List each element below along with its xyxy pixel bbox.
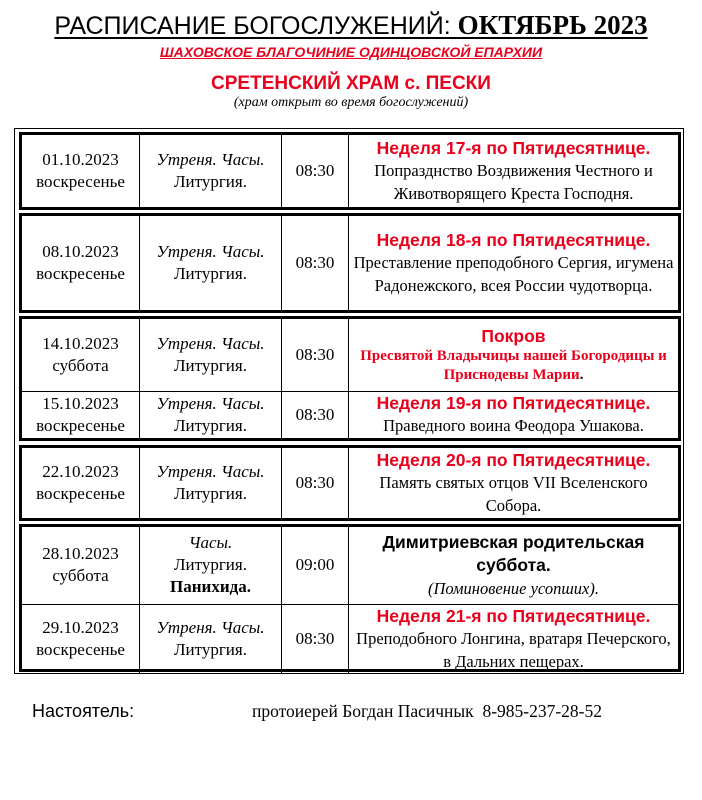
feast-cell (349, 448, 679, 518)
date: 08.10.2023 (42, 242, 119, 261)
service-line: Часы. (188, 533, 233, 553)
date-cell (22, 135, 140, 207)
time-cell: 08:30 (282, 604, 349, 673)
date: 29.10.2023 (42, 617, 119, 637)
service-line: Утреня. Часы. (156, 462, 265, 481)
schedule-header (0, 10, 702, 111)
date-cell (22, 448, 140, 518)
feast-text: Преподобного Лонгина, вратаря Печерского, в Дальних пещерах. (356, 628, 671, 671)
service-cell (140, 604, 282, 673)
table-row (22, 216, 678, 310)
rector-name: протоиерей Богдан Пасичнык (252, 701, 474, 721)
feast-title: Неделя 18-я по Пятидесятнице. (376, 230, 651, 250)
service-line: Утреня. Часы. (156, 150, 265, 169)
page-title (0, 10, 702, 41)
date: 28.10.2023 (42, 544, 119, 564)
church-note: (храм открыт во время богослужений) (233, 95, 469, 110)
table-row (22, 391, 678, 438)
service-line: Литургия. (174, 555, 247, 575)
table-row (22, 448, 678, 518)
feast-text: Преставление преподобного Сергия, игумена Радонежского, всея России чудотворца. (353, 253, 674, 295)
service-cell (140, 135, 282, 207)
feast-cell (349, 527, 679, 604)
table-row (22, 319, 678, 391)
feast-text-main: Пресвятой Владычицы нашей Богородицы и Приснодевы Марии (360, 347, 667, 383)
service-cell (140, 319, 282, 391)
feast-cell (349, 319, 679, 391)
feast-text-end: . (579, 366, 584, 383)
service-line: Панихида. (170, 577, 251, 597)
feast-title: Неделя 21-я по Пятидесятнице. (376, 605, 651, 626)
schedule-group (19, 213, 681, 313)
service-line: Литургия. (174, 355, 247, 375)
weekday: суббота (52, 566, 109, 586)
weekday: воскресенье (36, 415, 125, 435)
feast-cell (349, 604, 679, 673)
service-line: Литургия. (174, 172, 247, 191)
title-month: ОКТЯБРЬ 2023 (457, 10, 648, 40)
schedule-frame (14, 128, 684, 674)
feast-text: Праведного воина Феодора Ушакова. (383, 416, 644, 436)
time-cell: 08:30 (282, 448, 349, 518)
service-line: Утреня. Часы. (156, 242, 265, 261)
date-cell (22, 527, 140, 604)
weekday: воскресенье (36, 264, 125, 283)
feast-title: Покров (481, 325, 546, 346)
church-name: СРЕТЕНСКИЙ ХРАМ с. ПЕСКИ (211, 73, 491, 94)
weekday: суббота (52, 355, 109, 375)
feast-title: Неделя 19-я по Пятидесятнице. (376, 393, 651, 414)
title-prefix: РАСПИСАНИЕ БОГОСЛУЖЕНИЙ: (54, 12, 458, 40)
phone-number: 8-985-237-28-52 (482, 701, 602, 721)
feast-title: Димитриевская родительская суббота. (382, 531, 645, 575)
time-cell: 08:30 (282, 216, 349, 310)
date-cell (22, 319, 140, 391)
service-cell (140, 216, 282, 310)
service-line: Литургия. (174, 639, 247, 659)
feast-text: Попразднство Воздвижения Честного и Животворящего Креста Господня. (374, 161, 653, 203)
feast-cell (349, 216, 679, 310)
schedule-group (19, 132, 681, 210)
service-cell (140, 527, 282, 604)
time-cell: 08:30 (282, 135, 349, 207)
service-line: Утреня. Часы. (156, 393, 265, 413)
time-cell: 08:30 (282, 319, 349, 391)
feast-title: Неделя 17-я по Пятидесятнице. (376, 138, 651, 158)
time-cell: 09:00 (282, 527, 349, 604)
time-cell: 08:30 (282, 391, 349, 438)
schedule-group (19, 445, 681, 521)
service-line: Литургия. (174, 484, 247, 503)
service-cell (140, 448, 282, 518)
weekday: воскресенье (36, 639, 125, 659)
feast-text: Память святых отцов VII Вселенского Собора. (379, 473, 648, 515)
service-line: Утреня. Часы. (156, 333, 265, 353)
feast-cell (349, 391, 679, 438)
rector-contact (252, 701, 602, 722)
rector-label: Настоятель: (32, 701, 135, 721)
schedule-group (19, 316, 681, 441)
date: 14.10.2023 (42, 333, 119, 353)
date: 22.10.2023 (42, 462, 119, 481)
date-cell (22, 604, 140, 673)
schedule-group (19, 524, 681, 672)
date: 15.10.2023 (42, 393, 119, 413)
date-cell (22, 391, 140, 438)
weekday: воскресенье (36, 484, 125, 503)
feast-title: Неделя 20-я по Пятидесятнице. (376, 450, 651, 470)
feast-text (351, 347, 676, 385)
date-cell (22, 216, 140, 310)
feast-cell (349, 135, 679, 207)
date: 01.10.2023 (42, 150, 119, 169)
feast-text: (Поминовение усопших). (427, 578, 599, 598)
service-cell (140, 391, 282, 438)
service-line: Литургия. (174, 264, 247, 283)
service-line: Утреня. Часы. (156, 617, 265, 637)
table-row (22, 527, 678, 604)
table-row (22, 604, 678, 673)
service-line: Литургия. (174, 415, 247, 435)
deanery-subtitle: ШАХОВСКОЕ БЛАГОЧИНИЕ ОДИНЦОВСКОЙ ЕПАРХИИ (159, 44, 543, 60)
weekday: воскресенье (36, 172, 125, 191)
table-row (22, 135, 678, 207)
